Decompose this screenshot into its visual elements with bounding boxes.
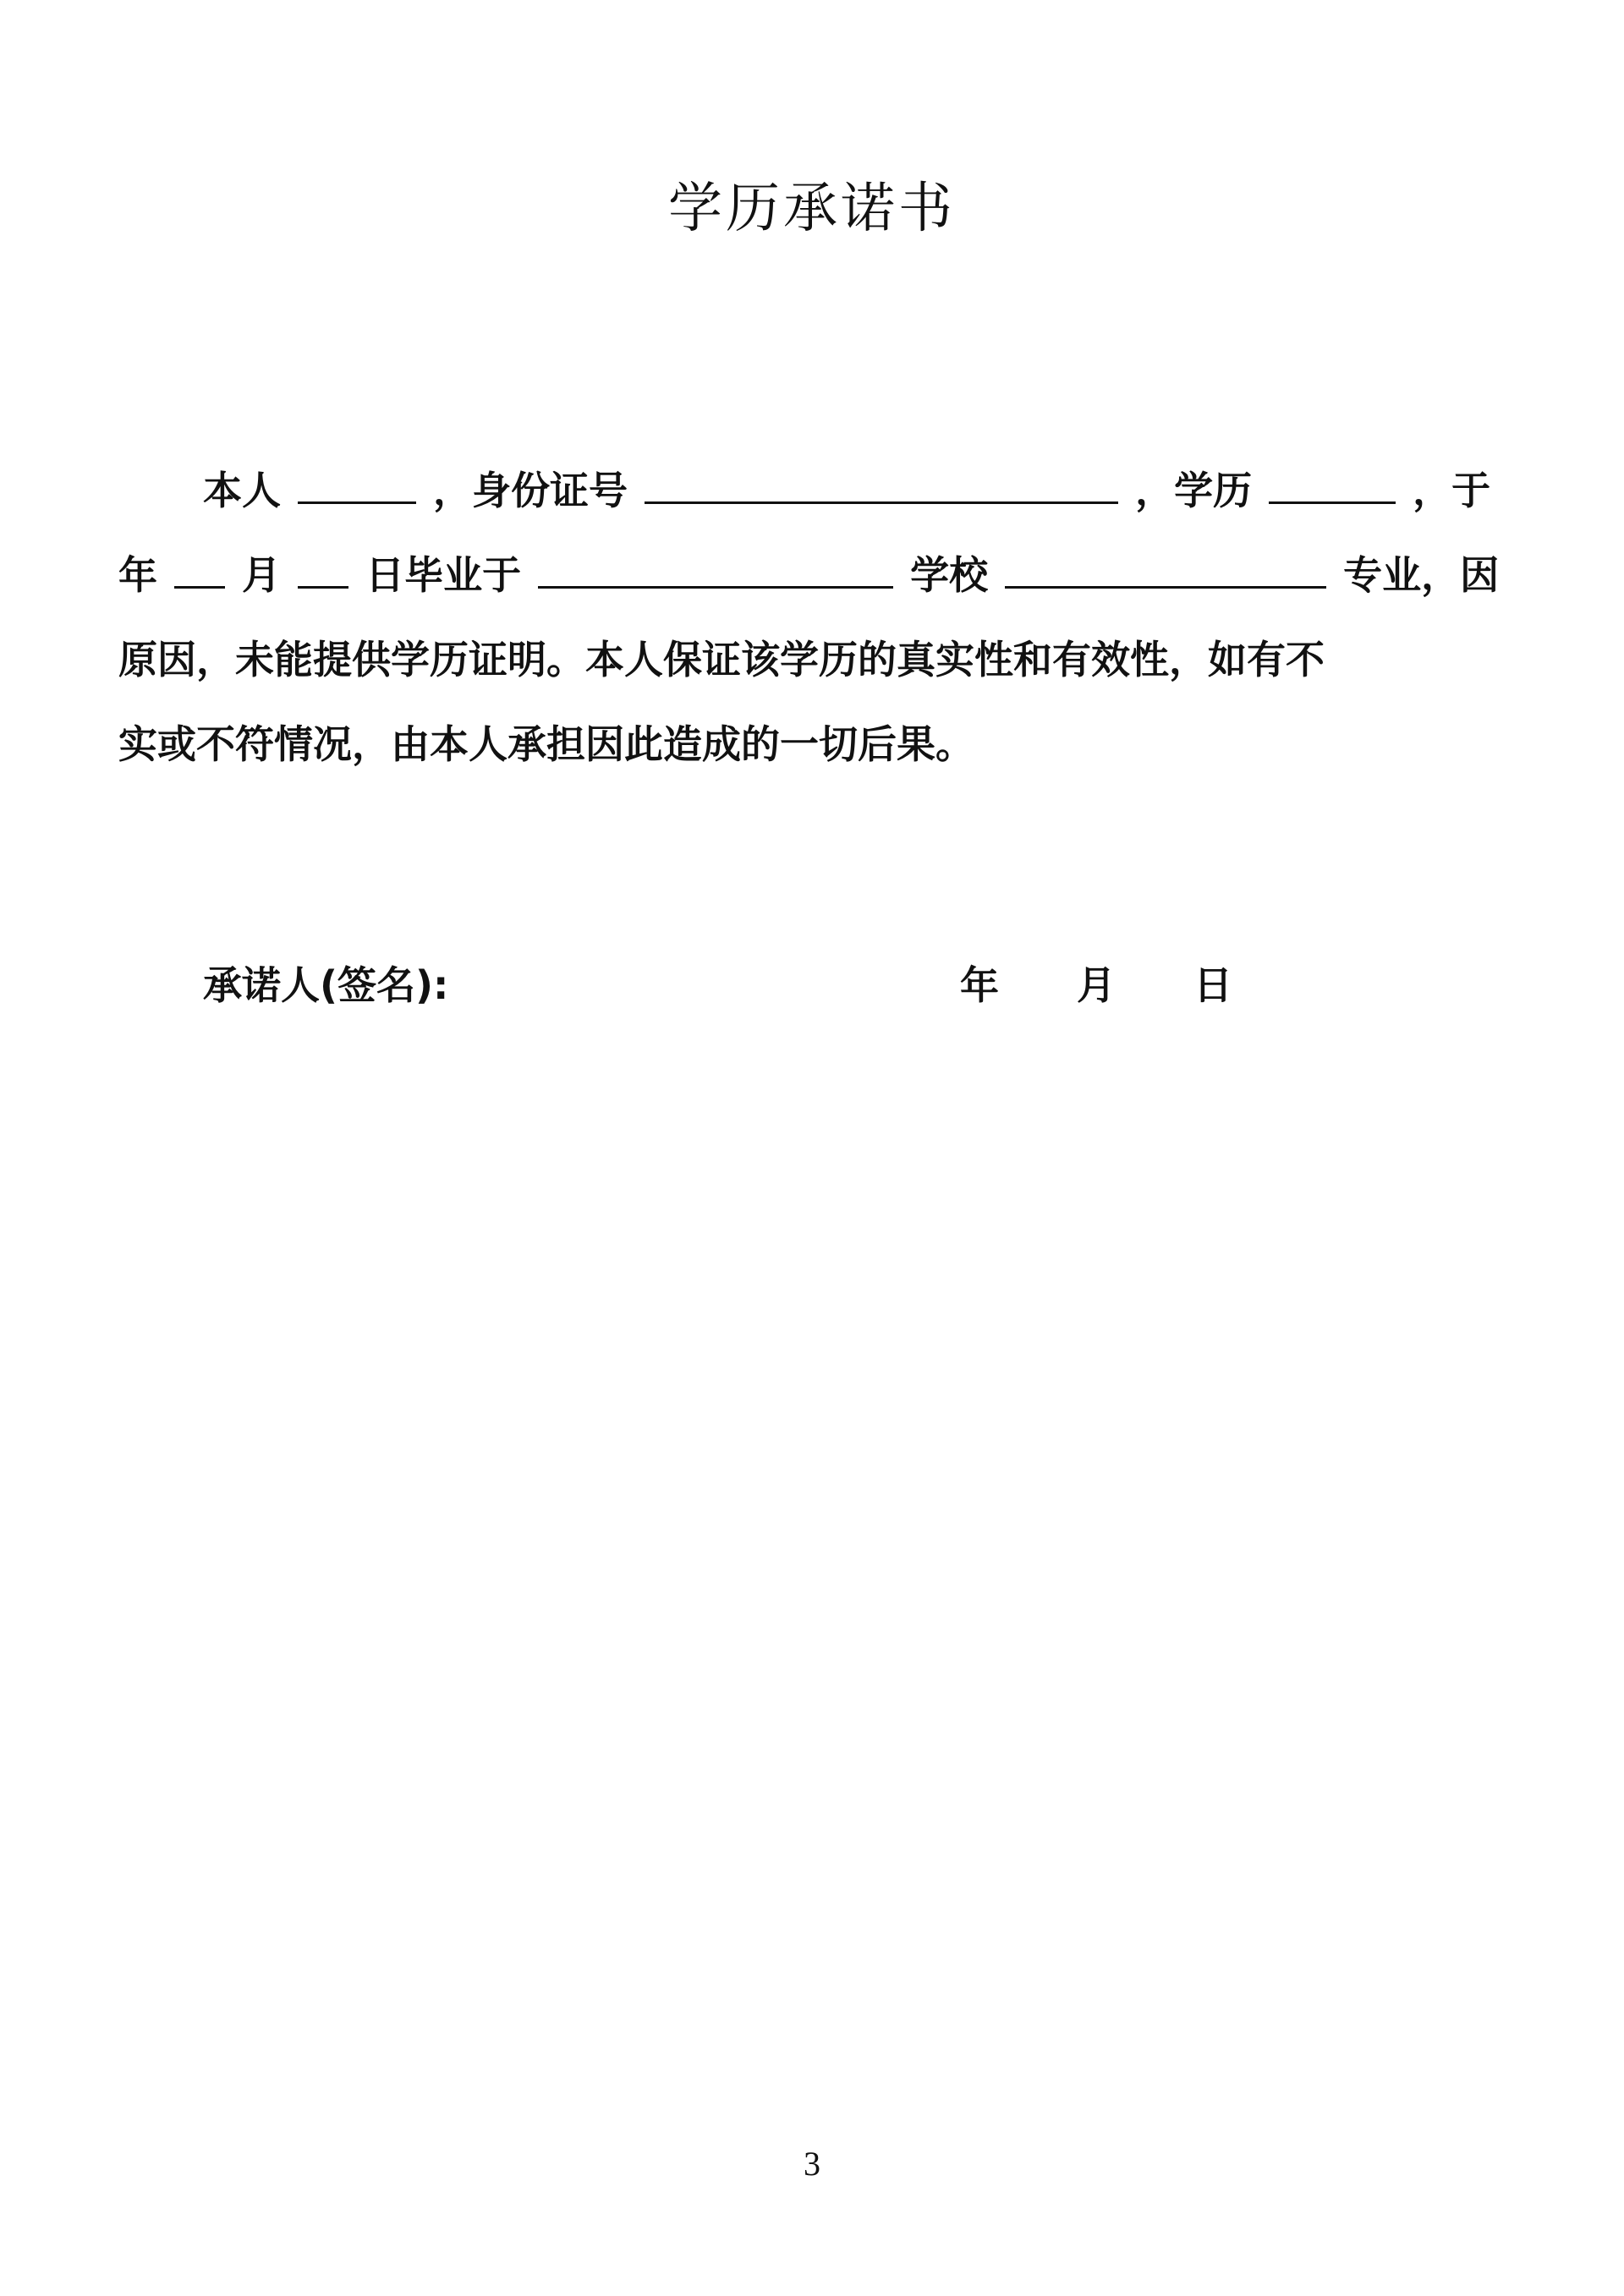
text-segment: 日毕业于 [365,552,522,598]
text-segment: 学校 [910,552,989,598]
text-segment: ，身份证号 [433,468,628,513]
paragraph-line-2 [118,533,1506,617]
month-blank[interactable] [174,549,225,589]
text-segment: 本人 [203,468,281,513]
paragraph-line-4: 实或不符情况，由本人承担因此造成的一切后果。 [118,721,974,767]
text-segment: 月 [242,552,282,598]
text-segment: 年 [118,552,157,598]
text-segment: 专业，因 [1343,552,1500,598]
school-blank[interactable] [538,549,893,589]
text-segment: ，于 [1413,468,1491,513]
name-blank[interactable] [298,464,416,504]
paragraph-line-1 [118,448,1506,533]
signature-day: 日 [1193,962,1233,1008]
signature-month: 月 [1077,962,1116,1008]
text-segment: ，学历 [1135,468,1253,513]
page-number: 3 [804,2145,820,2183]
education-blank[interactable] [1269,464,1396,504]
document-title: 学历承诺书 [668,178,956,240]
major-blank[interactable] [1005,549,1326,589]
day-blank[interactable] [298,549,348,589]
signature-date [960,951,1232,1019]
id-number-blank[interactable] [645,464,1118,504]
commitment-paragraph [118,448,1506,786]
signature-year: 年 [960,962,999,1008]
paragraph-line-3: 原因，未能提供学历证明。本人保证该学历的真实性和有效性，如有不 [118,637,1325,682]
signature-label: 承诺人(签名): [203,962,449,1008]
